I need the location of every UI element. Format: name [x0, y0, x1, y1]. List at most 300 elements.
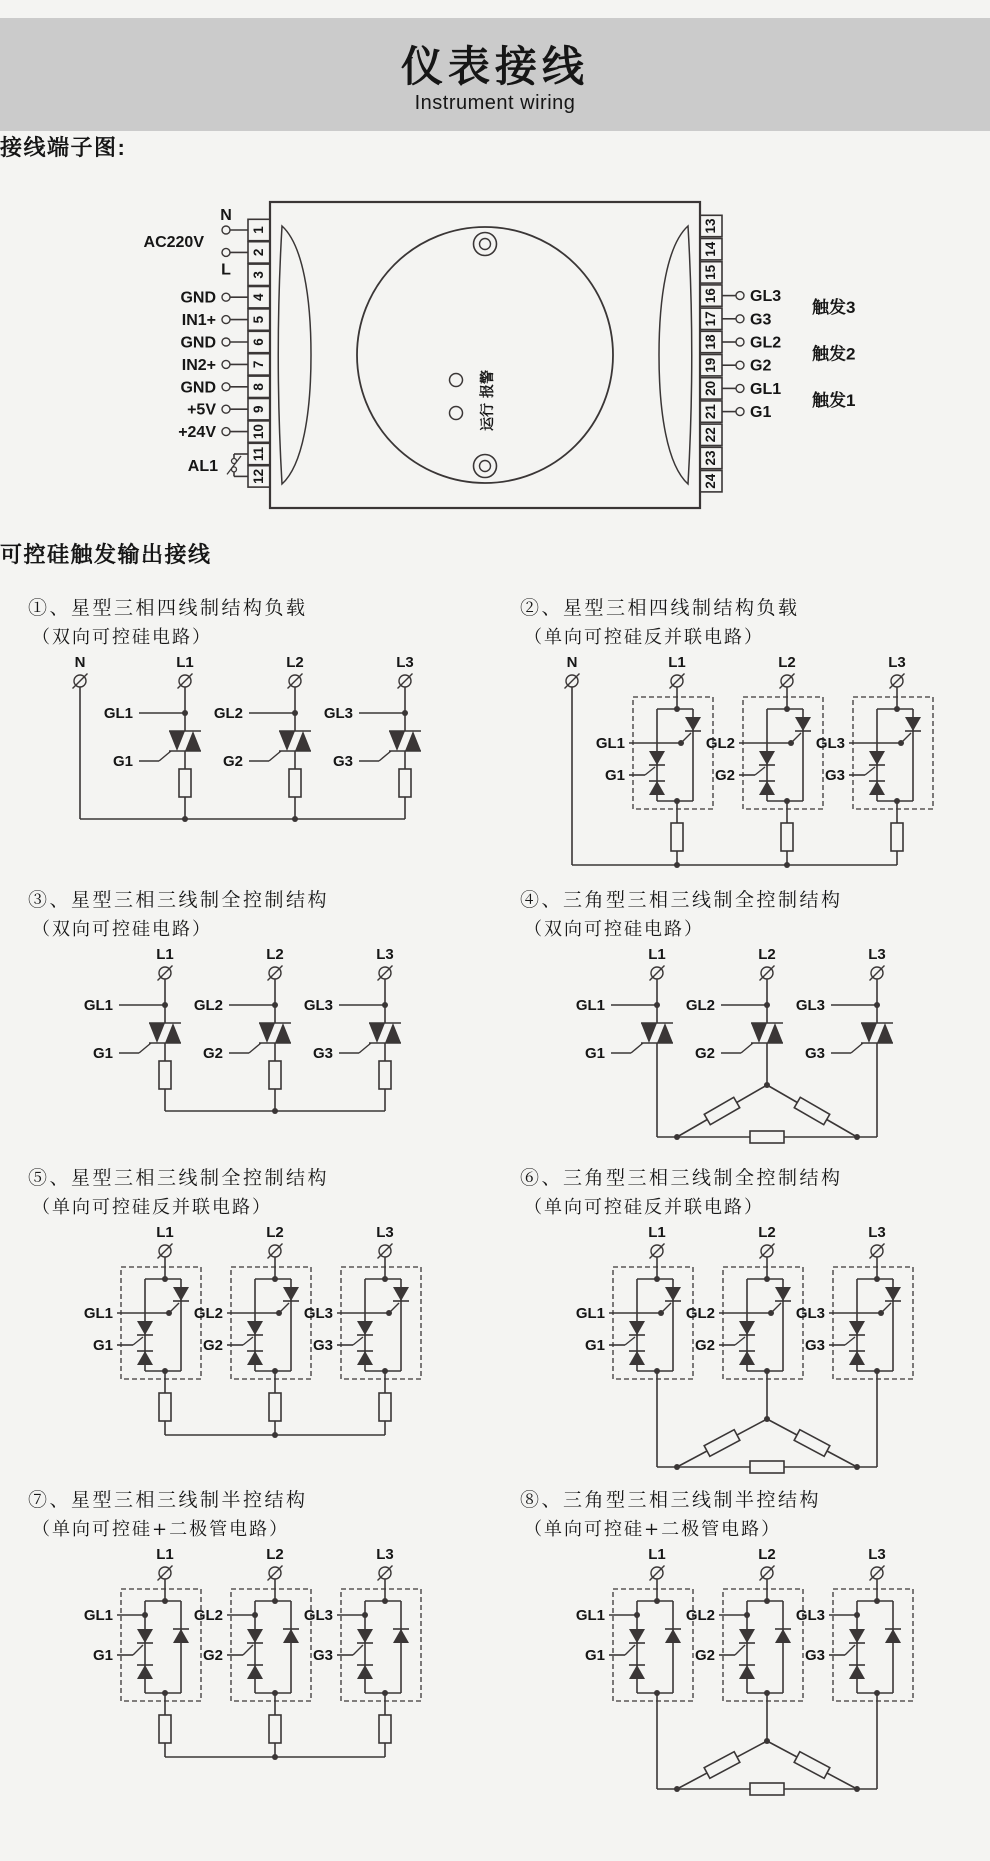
scr-section-title: 可控硅触发输出接线 — [0, 542, 212, 567]
circuit-schematic — [20, 945, 490, 1127]
diode-icon — [283, 1629, 299, 1643]
junction-dot — [674, 862, 680, 868]
terminal-number: 19 — [703, 357, 718, 373]
mount-screw-icon — [480, 239, 491, 250]
wire-terminal-icon — [222, 316, 230, 324]
terminal-diagram — [100, 186, 890, 538]
thyristor-icon — [767, 1023, 783, 1043]
load-resistor — [750, 1461, 784, 1473]
circuit-title-text: 三角型三相三线制半控结构 — [563, 1489, 822, 1511]
gl-label: GL2 — [685, 997, 715, 1014]
thyristor-icon — [641, 1023, 657, 1043]
gate-wire — [159, 751, 171, 761]
gl-label: GL3 — [303, 997, 333, 1014]
terminal-number: 21 — [703, 404, 718, 420]
g-label: G2 — [694, 1045, 715, 1062]
scr-module-box — [833, 1589, 913, 1701]
phase-label: L3 — [868, 946, 886, 963]
scr-module-box — [231, 1589, 311, 1701]
circuit-title — [520, 885, 978, 912]
wire — [378, 966, 393, 981]
circuit-title — [520, 593, 978, 620]
circuit-title — [28, 1485, 508, 1512]
phase-terminal-icon — [268, 1566, 283, 1581]
terminal-number: 14 — [703, 241, 718, 257]
thyristor-icon — [149, 1023, 165, 1043]
thyristor-icon — [295, 731, 311, 751]
scr-module-box — [121, 1267, 201, 1379]
junction-dot — [162, 1276, 168, 1282]
wire — [158, 1566, 173, 1581]
wire — [870, 966, 885, 981]
circuit-schematic — [20, 1545, 490, 1767]
circuit-number: ⑦ — [28, 1489, 50, 1511]
phase-label: L1 — [648, 1546, 666, 1563]
meter-body — [357, 227, 613, 483]
circuit-title-text: 星型三相三线制半控结构 — [71, 1489, 308, 1511]
mount-slot-right — [659, 226, 692, 484]
phase-leg — [576, 979, 673, 1062]
terminal-label: IN1+ — [181, 312, 216, 330]
g-label: G3 — [332, 753, 353, 770]
gl-label: GL2 — [193, 1305, 223, 1322]
wire — [158, 966, 173, 981]
circuit-number: ③ — [28, 889, 50, 911]
g-label: G2 — [714, 767, 735, 784]
junction-dot — [272, 1108, 278, 1114]
circuit-title-text: 星型三相三线制全控制结构 — [71, 1167, 330, 1189]
junction-dot — [292, 816, 298, 822]
phase-leg — [84, 979, 181, 1062]
phase-wire-label: N — [220, 207, 232, 224]
junction-dot — [874, 1598, 880, 1604]
circuit-title — [28, 1163, 508, 1190]
phase-leg — [194, 979, 291, 1062]
phase-label: L2 — [758, 946, 776, 963]
triac-symbol — [149, 1023, 181, 1043]
scr-module-box — [833, 1267, 913, 1379]
terminal-number: 6 — [251, 338, 266, 346]
phase-leg — [194, 1579, 311, 1701]
g-label: G3 — [804, 1045, 825, 1062]
gate-wire — [359, 1043, 371, 1053]
circuit-title — [520, 1485, 978, 1512]
scr-icon — [885, 1287, 901, 1301]
terminal-label: GND — [180, 334, 216, 352]
load-resistor — [750, 1131, 784, 1143]
scr-icon — [137, 1321, 153, 1335]
terminal-number: 10 — [251, 424, 266, 440]
wire — [650, 1566, 665, 1581]
load-resistor — [289, 769, 301, 797]
diode-icon — [393, 1629, 409, 1643]
phase-label: L3 — [376, 1546, 394, 1563]
circuit-schematic — [20, 653, 490, 835]
circuit-number-separator: 、 — [541, 597, 564, 619]
trigger-group-label: 触发2 — [812, 344, 856, 364]
gl-label: GL3 — [795, 997, 825, 1014]
phase-terminal-icon — [158, 1244, 173, 1259]
phase-terminal-icon — [650, 966, 665, 981]
circuit-number: ⑥ — [520, 1167, 542, 1189]
circuit-block — [508, 1159, 978, 1475]
terminal-number: 1 — [251, 226, 266, 234]
g-label: G1 — [92, 1647, 113, 1664]
phase-terminal-icon — [870, 966, 885, 981]
scr-module-box — [341, 1267, 421, 1379]
thyristor-icon — [369, 1023, 385, 1043]
wire-terminal-icon — [222, 405, 230, 413]
phase-leg — [324, 687, 421, 770]
diode-icon — [665, 1629, 681, 1643]
alarm-label: AL1 — [187, 458, 218, 476]
phase-terminal-icon — [378, 966, 393, 981]
phase-terminal-icon — [870, 1244, 885, 1259]
circuit-block — [16, 589, 508, 875]
trigger-group-label: 触发3 — [812, 298, 856, 318]
circuit-subtitle: （单向可控硅+二极管电路） — [32, 1519, 290, 1540]
g-label: G3 — [312, 1647, 333, 1664]
scr-icon — [869, 751, 885, 765]
scr-module-box — [231, 1267, 311, 1379]
phase-label: L3 — [868, 1546, 886, 1563]
phase-label: L1 — [156, 1546, 174, 1563]
terminal-number: 12 — [251, 468, 266, 484]
trigger-group-label: 触发1 — [812, 391, 856, 410]
phase-leg — [304, 1579, 421, 1701]
circuit-schematic — [512, 1223, 982, 1475]
scr-icon — [849, 1351, 865, 1365]
load-resistor — [794, 1097, 829, 1124]
wire — [870, 1244, 885, 1259]
terminal-label: +5V — [187, 401, 216, 419]
scr-icon — [137, 1351, 153, 1365]
phase-label: L3 — [376, 946, 394, 963]
load-resistor — [704, 1097, 739, 1124]
phase-leg — [576, 1579, 693, 1701]
circuit-subtitle: （双向可控硅电路） — [524, 919, 704, 940]
scr-icon — [357, 1629, 373, 1643]
gl-label: GL2 — [685, 1305, 715, 1322]
triac-symbol — [389, 731, 421, 751]
wire — [268, 1244, 283, 1259]
junction-dot — [784, 706, 790, 712]
indicator-label: 报警 — [479, 370, 495, 398]
gate-wire — [243, 1337, 253, 1345]
junction-dot — [182, 816, 188, 822]
terminal-number: 23 — [703, 450, 718, 466]
scr-module-box — [121, 1589, 201, 1701]
gl-label: GL1 — [83, 1607, 113, 1624]
triac-symbol — [641, 1023, 673, 1043]
terminal-label: GL1 — [750, 380, 782, 398]
circuit-subtitle: （双向可控硅电路） — [32, 919, 212, 940]
terminal-number: 24 — [703, 473, 718, 489]
wire — [288, 674, 303, 689]
diode-icon — [885, 1629, 901, 1643]
load-resistor — [269, 1715, 281, 1743]
wire — [178, 674, 193, 689]
load-resistor — [794, 1430, 830, 1457]
phase-leg — [686, 1257, 803, 1379]
phase-leg — [104, 687, 201, 770]
wire — [870, 1566, 885, 1581]
triac-symbol — [369, 1023, 401, 1043]
gl-label: GL1 — [575, 1305, 605, 1322]
phase-leg — [796, 1579, 913, 1701]
load-resistor — [891, 823, 903, 851]
scr-icon — [629, 1629, 645, 1643]
gate-wire — [645, 767, 655, 775]
gate-wire — [741, 1043, 753, 1053]
terminal-number: 3 — [251, 271, 266, 279]
wire-terminal-icon — [222, 428, 230, 436]
phase-leg — [796, 1257, 913, 1379]
terminal-number: 2 — [251, 248, 266, 257]
scr-icon — [137, 1665, 153, 1679]
terminal-label: GND — [180, 379, 216, 397]
phase-terminal-icon — [398, 674, 413, 689]
terminal-label: GND — [180, 289, 216, 307]
load-resistor — [379, 1061, 391, 1089]
instrument-housing — [270, 202, 700, 508]
scr-icon — [795, 717, 811, 731]
junction-dot — [764, 1598, 770, 1604]
scr-icon — [739, 1321, 755, 1335]
terminal-number: 8 — [251, 383, 266, 391]
g-label: G1 — [584, 1045, 605, 1062]
gl-label: GL3 — [795, 1607, 825, 1624]
scr-icon — [685, 717, 701, 731]
scr-module-box — [613, 1589, 693, 1701]
gl-label: GL1 — [575, 997, 605, 1014]
g-label: G3 — [824, 767, 845, 784]
phase-label: L3 — [868, 1224, 886, 1241]
gl-label: GL1 — [103, 705, 133, 722]
scr-icon — [247, 1665, 263, 1679]
mount-slot-left — [278, 226, 311, 484]
scr-icon — [739, 1665, 755, 1679]
phase-terminal-icon — [565, 674, 580, 689]
phase-leg — [706, 687, 823, 809]
wire — [760, 1566, 775, 1581]
circuit-number: ④ — [520, 889, 542, 911]
g-label: G3 — [804, 1647, 825, 1664]
wire — [378, 1566, 393, 1581]
wire — [890, 674, 905, 689]
terminal-label: GL2 — [750, 334, 782, 352]
scr-module-box — [341, 1589, 421, 1701]
thyristor-icon — [165, 1023, 181, 1043]
terminal-number: 11 — [251, 446, 266, 462]
phase-terminal-icon — [158, 966, 173, 981]
circuit-subtitle: （双向可控硅电路） — [32, 627, 212, 648]
phase-label: L2 — [758, 1546, 776, 1563]
circuit-title — [28, 593, 508, 620]
wire — [268, 1566, 283, 1581]
scr-module-box — [723, 1267, 803, 1379]
circuit-number-separator: 、 — [49, 597, 72, 619]
gate-wire — [249, 1043, 261, 1053]
gate-wire — [865, 767, 875, 775]
phase-leg — [194, 1257, 311, 1379]
gl-label: GL1 — [83, 1305, 113, 1322]
junction-dot — [894, 706, 900, 712]
triac-symbol — [861, 1023, 893, 1043]
load-resistor — [269, 1393, 281, 1421]
phase-leg — [84, 1579, 201, 1701]
thyristor-icon — [169, 731, 185, 751]
gate-wire — [139, 1043, 151, 1053]
phase-terminal-icon — [268, 1244, 283, 1259]
gate-wire — [625, 1337, 635, 1345]
phase-label: L2 — [778, 654, 796, 671]
junction-dot — [272, 1754, 278, 1760]
circuit-number: ① — [28, 597, 50, 619]
circuit-number-separator: 、 — [541, 1167, 564, 1189]
wire — [378, 1244, 393, 1259]
scr-icon — [247, 1321, 263, 1335]
terminal-number: 16 — [703, 288, 718, 304]
g-label: G2 — [202, 1647, 223, 1664]
circuit-grid — [0, 569, 990, 1797]
thyristor-icon — [751, 1023, 767, 1043]
thyristor-icon — [405, 731, 421, 751]
scr-icon — [905, 717, 921, 731]
phase-terminal-icon — [73, 674, 88, 689]
phase-leg — [576, 1257, 693, 1379]
phase-label: L2 — [758, 1224, 776, 1241]
junction-dot — [162, 1598, 168, 1604]
wire-terminal-icon — [736, 408, 744, 416]
scr-icon — [629, 1351, 645, 1365]
phase-leg — [816, 687, 933, 809]
terminal-number: 17 — [703, 311, 718, 327]
scr-icon — [775, 1287, 791, 1301]
phase-label: L1 — [648, 1224, 666, 1241]
wire — [73, 674, 88, 689]
wire-terminal-icon — [222, 293, 230, 301]
load-resistor — [179, 769, 191, 797]
gl-label: GL3 — [303, 1607, 333, 1624]
gate-wire — [353, 1645, 363, 1655]
terminal-number: 20 — [703, 380, 718, 396]
junction-dot — [272, 1598, 278, 1604]
phase-leg — [796, 979, 893, 1062]
wire-terminal-icon — [736, 384, 744, 392]
page-header — [0, 18, 990, 131]
page-title: 仪表接线 — [400, 43, 589, 90]
circuit-number: ② — [520, 597, 542, 619]
g-label: G3 — [312, 1045, 333, 1062]
g-label: G1 — [92, 1045, 113, 1062]
scr-icon — [247, 1629, 263, 1643]
terminal-number: 7 — [251, 360, 266, 369]
gl-label: GL1 — [83, 997, 113, 1014]
phase-label: L1 — [648, 946, 666, 963]
terminal-label: G3 — [750, 311, 772, 329]
phase-terminal-icon — [158, 1566, 173, 1581]
mount-screw-icon — [474, 455, 497, 478]
circuit-title — [28, 885, 508, 912]
scr-module-box — [723, 1589, 803, 1701]
junction-dot — [654, 1276, 660, 1282]
circuit-block — [16, 881, 508, 1153]
circuit-title-text: 星型三相四线制结构负载 — [563, 597, 800, 619]
terminal-number: 5 — [251, 315, 266, 324]
wire-terminal-icon — [222, 338, 230, 346]
wire — [398, 674, 413, 689]
gate-wire — [735, 1337, 745, 1345]
wire-terminal-icon — [222, 360, 230, 368]
gate-wire — [851, 1043, 863, 1053]
thyristor-icon — [259, 1023, 275, 1043]
wire-terminal-icon — [736, 361, 744, 369]
phase-terminal-icon — [650, 1566, 665, 1581]
load-resistor — [379, 1393, 391, 1421]
thyristor-icon — [279, 731, 295, 751]
gl-label: GL2 — [213, 705, 243, 722]
circuit-number-separator: 、 — [49, 1489, 72, 1511]
scr-module-box — [613, 1267, 693, 1379]
gl-label: GL3 — [323, 705, 353, 722]
terminal-number: 9 — [251, 405, 266, 413]
circuit-title-text: 星型三相四线制结构负载 — [71, 597, 308, 619]
g-label: G1 — [112, 753, 133, 770]
phase-terminal-icon — [760, 966, 775, 981]
terminal-number: 13 — [703, 218, 718, 234]
wire-terminal-icon — [222, 248, 230, 256]
phase-leg — [304, 1257, 421, 1379]
wire-terminal-icon — [736, 338, 744, 346]
wire — [760, 1244, 775, 1259]
scr-icon — [665, 1287, 681, 1301]
circuit-block — [508, 881, 978, 1153]
gate-wire — [269, 751, 281, 761]
phase-leg — [304, 979, 401, 1062]
gl-label: GL1 — [595, 735, 625, 752]
terminal-label: +24V — [178, 424, 216, 442]
wire-terminal-icon — [736, 292, 744, 300]
gl-label: GL2 — [685, 1607, 715, 1624]
terminal-number: 4 — [251, 293, 266, 301]
power-label: AC220V — [143, 234, 204, 252]
led-indicator — [450, 374, 463, 387]
junction-dot — [382, 1598, 388, 1604]
g-label: G2 — [694, 1337, 715, 1354]
circuit-title-text: 星型三相三线制全控制结构 — [71, 889, 330, 911]
circuit-block — [508, 589, 978, 875]
wire — [565, 674, 580, 689]
phase-terminal-icon — [760, 1244, 775, 1259]
scr-icon — [869, 781, 885, 795]
scr-icon — [629, 1665, 645, 1679]
g-label: G2 — [202, 1045, 223, 1062]
scr-icon — [357, 1665, 373, 1679]
phase-label: L1 — [176, 654, 194, 671]
phase-leg — [84, 1257, 201, 1379]
scr-icon — [357, 1351, 373, 1365]
junction-dot — [784, 862, 790, 868]
circuit-number-separator: 、 — [541, 1489, 564, 1511]
g-label: G2 — [202, 1337, 223, 1354]
circuit-block — [16, 1481, 508, 1797]
junction-dot — [272, 1432, 278, 1438]
scr-icon — [649, 751, 665, 765]
load-resistor — [781, 823, 793, 851]
gate-wire — [845, 1645, 855, 1655]
terminal-label: G2 — [750, 357, 772, 375]
